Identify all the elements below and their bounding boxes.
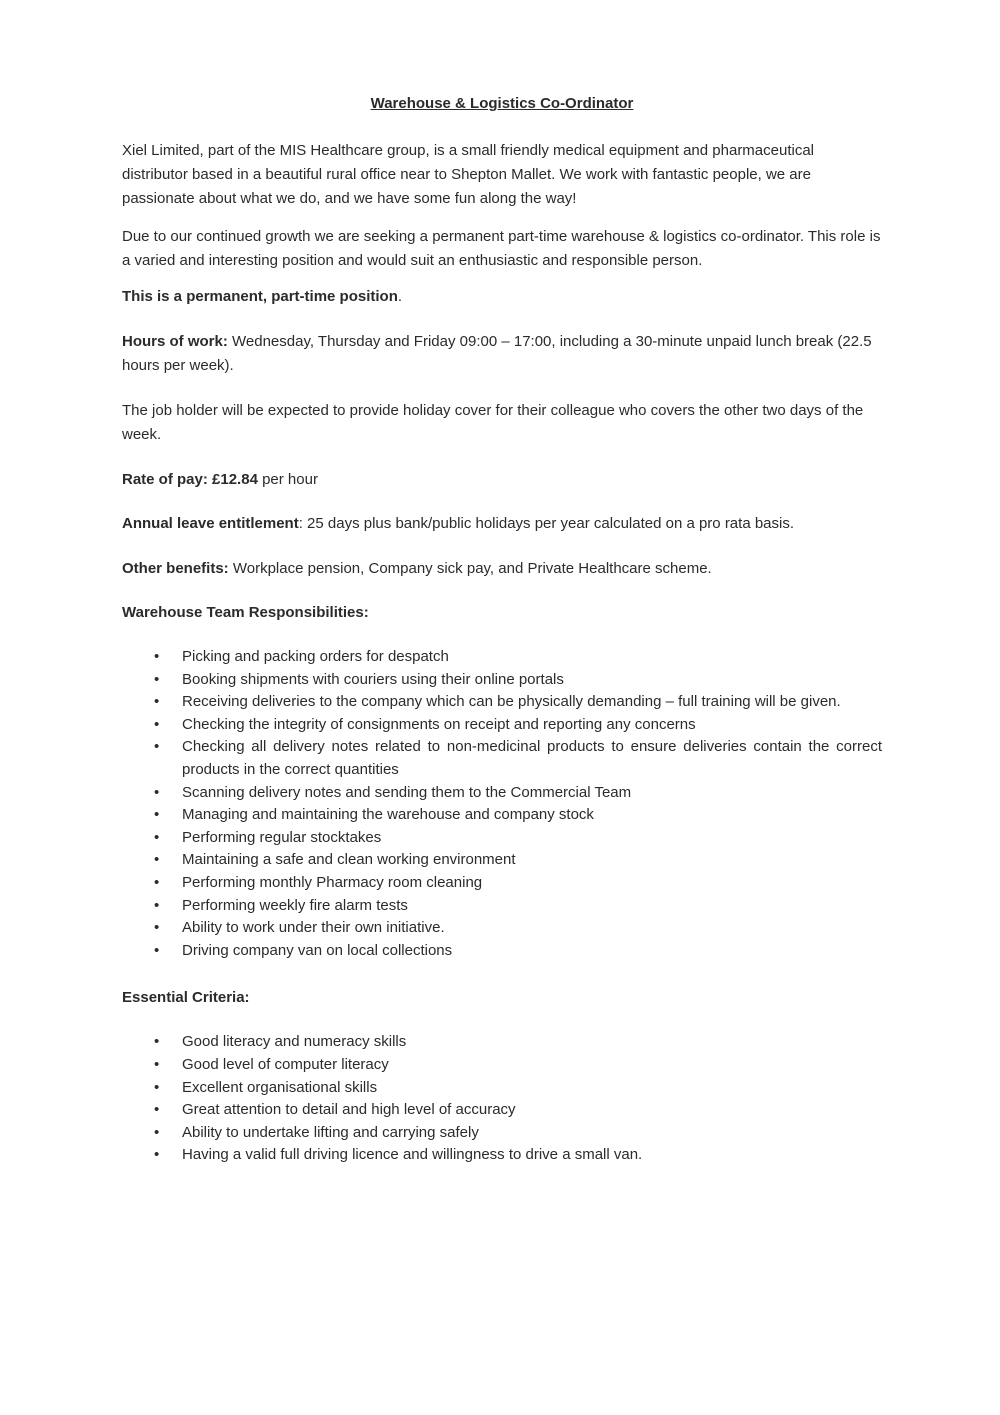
list-item: • Ability to undertake lifting and carrying safely xyxy=(182,1122,882,1145)
list-item: • Good level of computer literacy xyxy=(182,1054,882,1077)
list-item: • Excellent organisational skills xyxy=(182,1077,882,1100)
position-type xyxy=(122,285,882,309)
leave-text: : 25 days plus bank/public holidays per year calculated on a pro rata basis. xyxy=(298,515,795,532)
list-item: • Performing monthly Pharmacy room cleaning xyxy=(182,872,882,895)
pay-label: Rate of pay: xyxy=(122,471,208,488)
intro-paragraph-2: Due to our continued growth we are seeking a permanent part-time warehouse & logistics co-ordinator. This role is a varied and interesting position and would suit an enthusiastic and responsible person. xyxy=(122,228,881,269)
criteria-list xyxy=(122,1031,882,1167)
benefits-label: Other benefits: xyxy=(122,560,229,577)
list-item: • Booking shipments with couriers using their online portals xyxy=(182,669,882,692)
position-type-text: This is a permanent, part-time position xyxy=(122,288,398,305)
hours-label: Hours of work: xyxy=(122,333,228,350)
job-description-page xyxy=(122,92,882,1167)
intro-paragraph-1: Xiel Limited, part of the MIS Healthcare group, is a small friendly medical equipment and pharmaceutical distributor based in a beautiful rural office near to Shepton Mallet. We work with fantastic people, we are passionate about what we do, and we have some fun along the way! xyxy=(122,142,815,207)
list-item: • Scanning delivery notes and sending them to the Commercial Team xyxy=(182,782,882,805)
responsibilities-heading: Warehouse Team Responsibilities: xyxy=(122,604,369,621)
list-item: • Checking the integrity of consignments on receipt and reporting any concerns xyxy=(182,714,882,737)
rate-of-pay xyxy=(122,468,882,492)
hours-of-work xyxy=(122,330,882,378)
list-item: • Having a valid full driving licence and willingness to drive a small van. xyxy=(182,1144,882,1167)
holiday-cover-paragraph: The job holder will be expected to provide holiday cover for their colleague who covers the other two days of the week. xyxy=(122,402,864,443)
pay-text: per hour xyxy=(257,471,318,488)
list-item: • Receiving deliveries to the company which can be physically demanding – full training will be given. xyxy=(182,691,882,714)
responsibilities-list xyxy=(122,646,882,962)
list-item: • Good literacy and numeracy skills xyxy=(182,1031,882,1054)
benefits-text: Workplace pension, Company sick pay, and Private Healthcare scheme. xyxy=(228,560,712,577)
list-item: • Checking all delivery notes related to non-medicinal products to ensure deliveries contain the correct products in the correct quantities xyxy=(182,736,882,781)
page-title: Warehouse & Logistics Co-Ordinator xyxy=(370,95,634,112)
list-item: • Performing regular stocktakes xyxy=(182,827,882,850)
criteria-heading: Essential Criteria: xyxy=(122,989,250,1007)
annual-leave xyxy=(122,512,882,536)
list-item: • Driving company van on local collections xyxy=(182,940,882,963)
pay-amount: £12.84 xyxy=(207,471,258,488)
list-item: • Performing weekly fire alarm tests xyxy=(182,895,882,918)
list-item: • Managing and maintaining the warehouse and company stock xyxy=(182,804,882,827)
leave-label: Annual leave entitlement xyxy=(122,515,299,532)
list-item: • Great attention to detail and high level of accuracy xyxy=(182,1099,882,1122)
list-item: • Picking and packing orders for despatch xyxy=(182,646,882,669)
hours-text: Wednesday, Thursday and Friday 09:00 – 17:00, including a 30-minute unpaid lunch break (22.5 hours per week). xyxy=(122,333,872,374)
list-item: • Ability to work under their own initiative. xyxy=(182,917,882,940)
other-benefits xyxy=(122,557,882,581)
list-item: • Maintaining a safe and clean working environment xyxy=(182,849,882,872)
position-type-period: . xyxy=(397,288,403,305)
